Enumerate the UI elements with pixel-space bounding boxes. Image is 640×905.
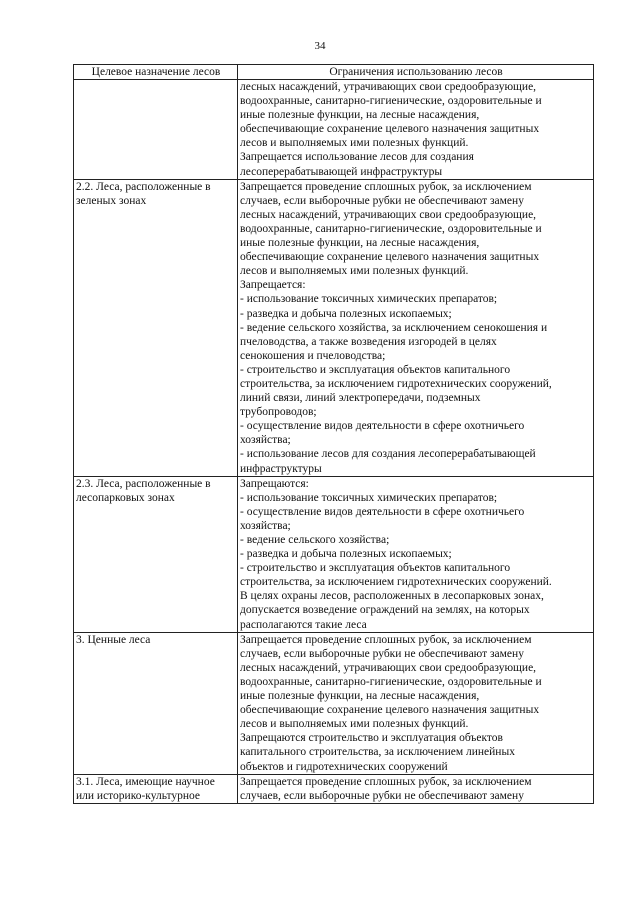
restriction-line: располагаются такие леса [240,618,367,631]
restriction-line: лесоперерабатывающей инфраструктуры [240,165,443,178]
restriction-line: иные полезные функции, на лесные насаждения, [240,690,480,703]
restriction-line: случаев, если выборочные рубки не обеспечивают замену [240,647,524,660]
restriction-line: - использование лесов для создания лесоперерабатывающей [240,448,536,461]
restriction-line: Запрещается проведение сплошных рубок, за исключением [240,180,532,193]
forest-purpose-line: лесопарковых зонах [76,491,175,504]
restriction-line: водоохранные, санитарно-гигиенические, оздоровительные и [240,675,542,688]
restriction-line: - ведение сельского хозяйства, за исключением сенокошения и [240,321,548,334]
table-row [74,476,594,632]
restriction-line: лесов и выполняемых ими полезных функций. [240,265,469,278]
restriction-line: В целях охраны лесов, расположенных в лесопарковых зонах, [240,590,544,603]
restriction-line: обеспечивающие сохранение целевого назначения защитных [240,251,540,264]
table-body [74,80,594,804]
restriction-line: - строительство и эксплуатация объектов капитального [240,562,511,575]
restriction-line: Запрещается проведение сплошных рубок, за исключением [240,775,532,788]
restriction-line: водоохранные, санитарно-гигиенические, оздоровительные и [240,222,542,235]
restriction-line: Запрещается проведение сплошных рубок, за исключением [240,633,532,646]
restriction-line: лесных насаждений, утрачивающих свои средообразующие, [240,81,537,93]
restriction-line: хозяйства; [240,434,291,447]
restriction-line: строительства, за исключением гидротехнических сооружений, [240,377,552,390]
restriction-line: - осуществление видов деятельности в сфере охотничьего [240,420,525,433]
forest-purpose-line: 2.3. Леса, расположенные в [76,477,211,490]
restriction-cell [238,632,594,774]
forest-purpose-cell [74,80,238,180]
table-row [74,179,594,476]
forest-purpose-line: 2.2. Леса, расположенные в [76,180,211,193]
restriction-line: хозяйства; [240,519,291,532]
header-forest-purpose: Целевое назначение лесов [74,65,238,80]
restriction-line: - строительство и эксплуатация объектов капитального [240,363,511,376]
restriction-line: случаев, если выборочные рубки не обеспечивают замену [240,194,524,207]
restriction-cell [238,774,594,803]
forest-purpose-line: или историко-культурное [76,789,201,802]
restriction-line: - использование токсичных химических препаратов; [240,293,498,306]
forest-purpose-cell [74,774,238,803]
restriction-line: лесов и выполняемых ими полезных функций. [240,137,469,150]
restriction-line: лесных насаждений, утрачивающих свои средообразующие, [240,208,537,221]
restrictions-table [73,64,594,804]
table-row [74,80,594,180]
restriction-line: линий связи, линий электропередачи, подземных [240,392,481,405]
restriction-line: иные полезные функции, на лесные насаждения, [240,109,480,122]
restriction-line: Запрещаются строительство и эксплуатация объектов [240,732,503,745]
restriction-line: обеспечивающие сохранение целевого назначения защитных [240,123,540,136]
restriction-line: случаев, если выборочные рубки не обеспечивают замену [240,789,524,802]
restriction-line: строительства, за исключением гидротехнических сооружений. [240,576,552,589]
forest-purpose-line: 3. Ценные леса [76,633,151,646]
forest-purpose-cell [74,632,238,774]
forest-purpose-cell [74,179,238,476]
restriction-line: - разведка и добыча полезных ископаемых; [240,307,452,320]
restriction-line: - разведка и добыча полезных ископаемых; [240,548,452,561]
restriction-line: - ведение сельского хозяйства; [240,534,390,546]
restriction-cell [238,476,594,632]
restriction-cell [238,179,594,476]
table-header-row [74,65,594,80]
restriction-line: водоохранные, санитарно-гигиенические, оздоровительные и [240,95,542,108]
restriction-line: допускается возведение ограждений на землях, на которых [240,604,530,617]
restriction-line: объектов и гидротехнических сооружений [240,760,448,773]
forest-purpose-line: 3.1. Леса, имеющие научное [76,775,215,788]
restriction-line: инфраструктуры [240,462,322,475]
page-number: 34 [314,40,326,52]
forest-purpose-line: зеленых зонах [76,194,147,207]
restriction-line: - использование токсичных химических препаратов; [240,491,498,504]
restriction-line: лесов и выполняемых ими полезных функций. [240,718,469,731]
restriction-cell [238,80,594,180]
forest-purpose-cell [74,476,238,632]
restriction-line: обеспечивающие сохранение целевого назначения защитных [240,704,540,717]
header-usage-restrictions: Ограничения использованию лесов [238,65,594,80]
restriction-line: сенокошения и пчеловодства; [240,349,386,362]
restriction-line: пчеловодства, а также возведения изгородей в целях [240,335,497,348]
restriction-line: иные полезные функции, на лесные насаждения, [240,237,480,250]
restriction-line: капитального строительства, за исключением линейных [240,746,515,759]
restriction-line: лесных насаждений, утрачивающих свои средообразующие, [240,661,537,674]
restriction-line: Запрещается: [240,279,306,292]
restriction-line: - осуществление видов деятельности в сфере охотничьего [240,505,525,518]
restriction-line: Запрещаются: [240,477,309,490]
table-row [74,632,594,774]
restriction-line: трубопроводов; [240,406,317,419]
table-row [74,774,594,803]
restriction-line: Запрещается использование лесов для создания [240,151,474,164]
